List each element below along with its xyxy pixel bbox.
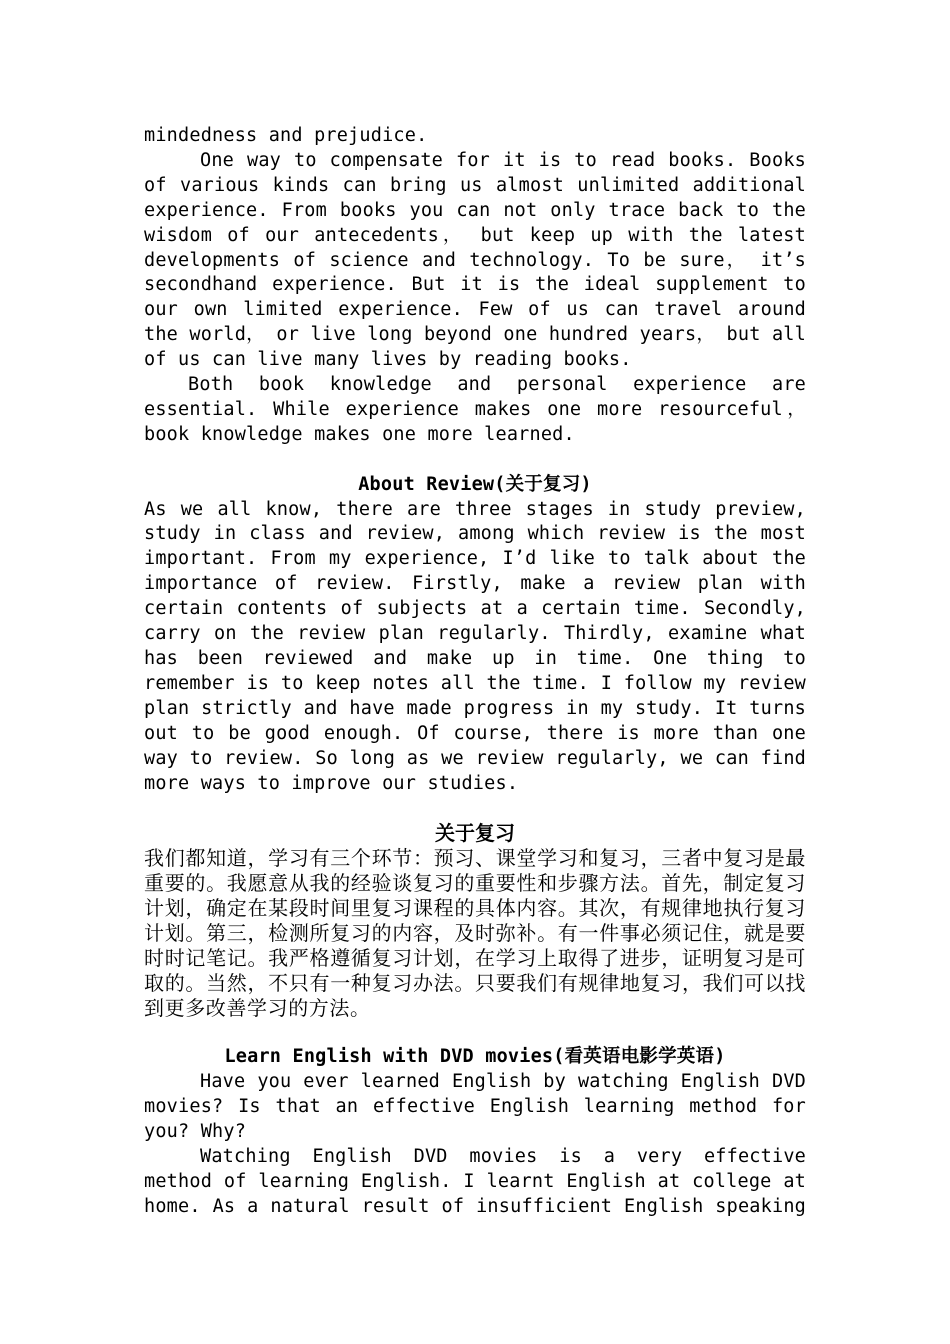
heading-learn-english-dvd: Learn English with DVD movies(看英语电影学英语) [224, 1046, 726, 1068]
heading-about-review: About Review(关于复习) [358, 473, 592, 495]
paragraph-books: One way to compensate for it is to read books. Books of various kinds can bring us almost unlimited additional experience. From books you can not only trace back to the wisdom of our antecedents， but keep up with the latest developments of science and technology. To be sure， it’s secondhand experience. But it is the ideal supplement to our own limited experience. Few of us can travel around the world， or live long beyond one hundred years， but all of us can live many lives by reading books. [144, 149, 806, 371]
spacer [144, 1021, 806, 1046]
paragraph-about-review-chinese: 我们都知道，学习有三个环节：预习、课堂学习和复习，三者中复习是最重要的。我愿意从我的经验谈复习的重要性和步骤方法。首先，制定复习计划，确定在某段时间里复习课程的具体内容。其次，有规律地执行复习计划。第三，检测所复习的内容，及时弥补。有一件事必须记住，就是要时时记笔记。我严格遵循复习计划，在学习上取得了进步，证明复习是可取的。当然，不只有一种复习办法。只要我们有规律地复习，我们可以找到更多改善学习的方法。 [144, 846, 806, 1020]
paragraph-knowledge-experience: Both book knowledge and personal experience are essential. While experience makes one more resourceful，book knowledge makes one more learned. [144, 374, 806, 445]
paragraph-about-review: As we all know, there are three stages in study preview, study in class and review, among which review is the most important. From my experience, I’d like to talk about the importance of review. Firstly, make a review plan with certain contents of subjects at a certain time. Secondly, carry on the review plan regularly. Thirdly, examine what has been reviewed and make up in time. One thing to remember is to keep notes all the time. I follow my review plan strictly and have made progress in my study. It turns out to be good enough. Of course, there is more than one way to review. So long as we review regularly, we can find more ways to improve our studies. [144, 498, 806, 794]
document-page [144, 124, 806, 1220]
paragraph-continuation: mindedness and prejudice. [144, 125, 428, 146]
paragraph-dvd-question: Have you ever learned English by watching English DVD movies? Is that an effective English learning method for you? Why? [144, 1071, 806, 1143]
paragraph-dvd-answer: Watching English DVD movies is a very effective method of learning English. I learnt English at college at home. As a natural result of insufficient English speaking [144, 1146, 806, 1217]
spacer [144, 448, 806, 473]
heading-about-review-chinese: 关于复习 [435, 821, 515, 846]
spacer [144, 796, 806, 821]
